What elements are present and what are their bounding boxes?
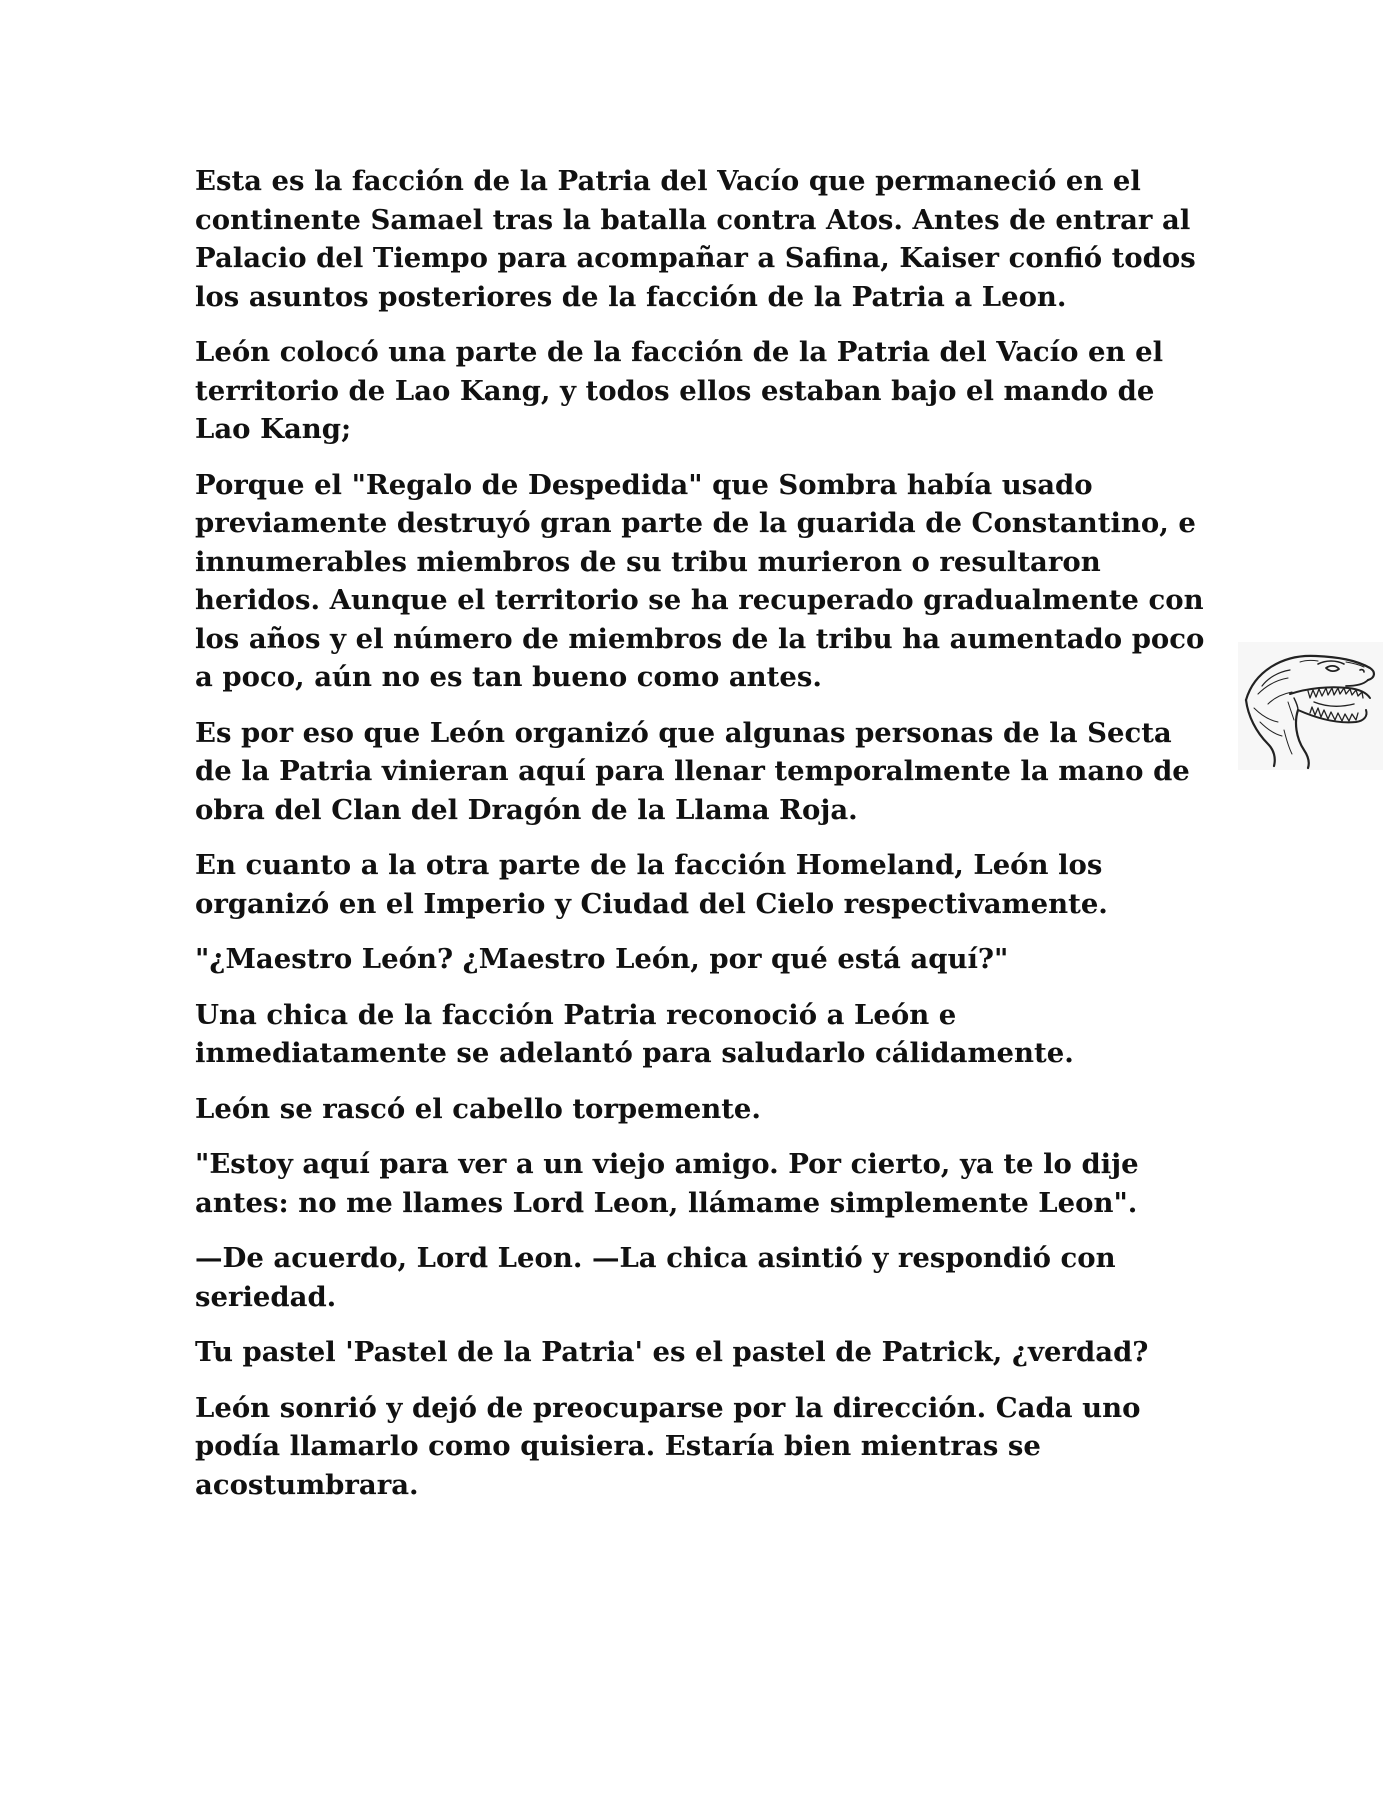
paragraph: Porque el "Regalo de Despedida" que Sombra había usado previamente destruyó gran parte de la guarida de Constantino, e innumerables miembros de su tribu murieron o resultaron heridos. Aunque el territorio se ha recuperado gradualmente con los años y el número de miembros de la tribu ha aumentado poco a poco, aún no es tan bueno como antes. — [195, 468, 1205, 693]
paragraph: "Estoy aquí para ver a un viejo amigo. Por cierto, ya te lo dije antes: no me llames Lord Leon, llámame simplemente Leon". — [195, 1148, 1139, 1219]
paragraph: Tu pastel 'Pastel de la Patria' es el pastel de Patrick, ¿verdad? — [195, 1336, 1149, 1368]
paragraph: León colocó una parte de la facción de la Patria del Vacío en el territorio de Lao Kang, y todos ellos estaban bajo el mando de Lao Kang; — [195, 336, 1164, 445]
paragraph: León sonrió y dejó de preocuparse por la dirección. Cada uno podía llamarlo como quisiera. Estaría bien mientras se acostumbrara. — [195, 1391, 1141, 1501]
body-text — [195, 162, 1205, 1521]
paragraph: Esta es la facción de la Patria del Vacío que permaneció en el continente Samael tras la batalla contra Atos. Antes de entrar al Palacio del Tiempo para acompañar a Safina, Kaiser confió todos los asuntos posteriores de la facción de la Patria a Leon. — [195, 165, 1196, 313]
paragraph: Es por eso que León organizó que algunas personas de la Secta de la Patria vinieran aquí para llenar temporalmente la mano de obra del Clan del Dragón de la Llama Roja. — [195, 716, 1190, 826]
paragraph: En cuanto a la otra parte de la facción Homeland, León los organizó en el Imperio y Ciudad del Cielo respectivamente. — [195, 849, 1108, 920]
dinosaur-head-sketch-icon — [1238, 642, 1383, 770]
paragraph: —De acuerdo, Lord Leon. —La chica asintió y respondió con seriedad. — [195, 1242, 1116, 1313]
paragraph: "¿Maestro León? ¿Maestro León, por qué está aquí?" — [195, 943, 1009, 975]
paragraph: Una chica de la facción Patria reconoció a León e inmediatamente se adelantó para saludarlo cálidamente. — [195, 998, 1074, 1069]
paragraph: León se rascó el cabello torpemente. — [195, 1092, 761, 1125]
